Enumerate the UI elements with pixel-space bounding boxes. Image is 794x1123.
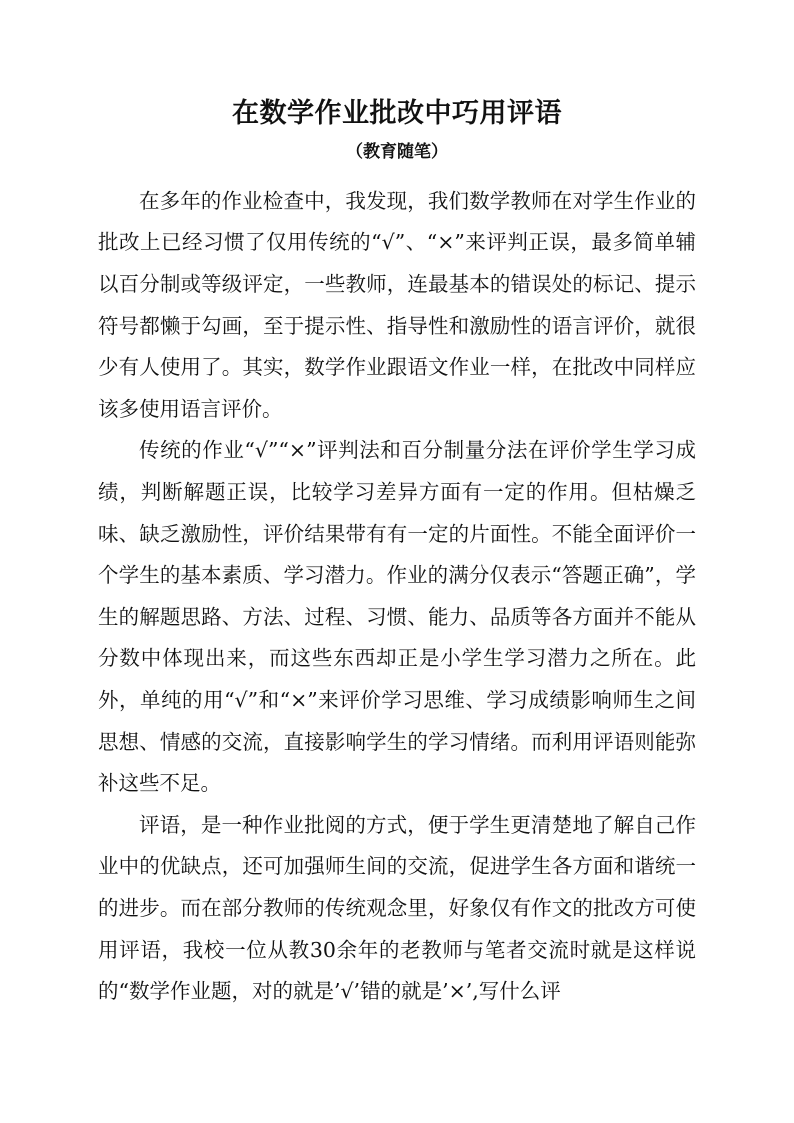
- paragraph-1: 在多年的作业检查中，我发现，我们数学教师在对学生作业的批改上已经习惯了仅用传统的“√”、“×”来评判正误，最多简单辅以百分制或等级评定，一些教师，连最基本的错误处的标记、提示符号都懒于勾画，至于提示性、指导性和激励性的语言评价，就很少有人使用了。其实，数学作业跟语文作业一样，在批改中同样应该多使用语言评价。: [98, 188, 696, 421]
- paragraph-2: 传统的作业“√”“×”评判法和百分制量分法在评价学生学习成绩，判断解题正误，比较学习差异方面有一定的作用。但枯燥乏味、缺乏激励性，评价结果带有有一定的片面性。不能全面评价一个学生的基本素质、学习潜力。作业的满分仅表示“答题正确”，学生的解题思路、方法、过程、习惯、能力、品质等各方面并不能从分数中体现出来，而这些东西却正是小学生学习潜力之所在。此外，单纯的用“√”和“×”来评价学习思维、学习成绩影响师生之间思想、情感的交流，直接影响学生的学习情绪。而利用评语则能弥补这些不足。: [98, 438, 696, 796]
- paragraph-3: 评语，是一种作业批阅的方式，便于学生更清楚地了解自己作业中的优缺点，还可加强师生间的交流，促进学生各方面和谐统一的进步。而在部分教师的传统观念里，好象仅有作文的批改方可使用评语，我校一位从教30余年的老教师与笔者交流时就是这样说的“数学作业题，对的就是’√’错的就是’×’,写什么评: [98, 812, 696, 1004]
- document-title: 在数学作业批改中巧用评语: [232, 98, 562, 129]
- document-subtitle: （教育随笔）: [346, 142, 448, 163]
